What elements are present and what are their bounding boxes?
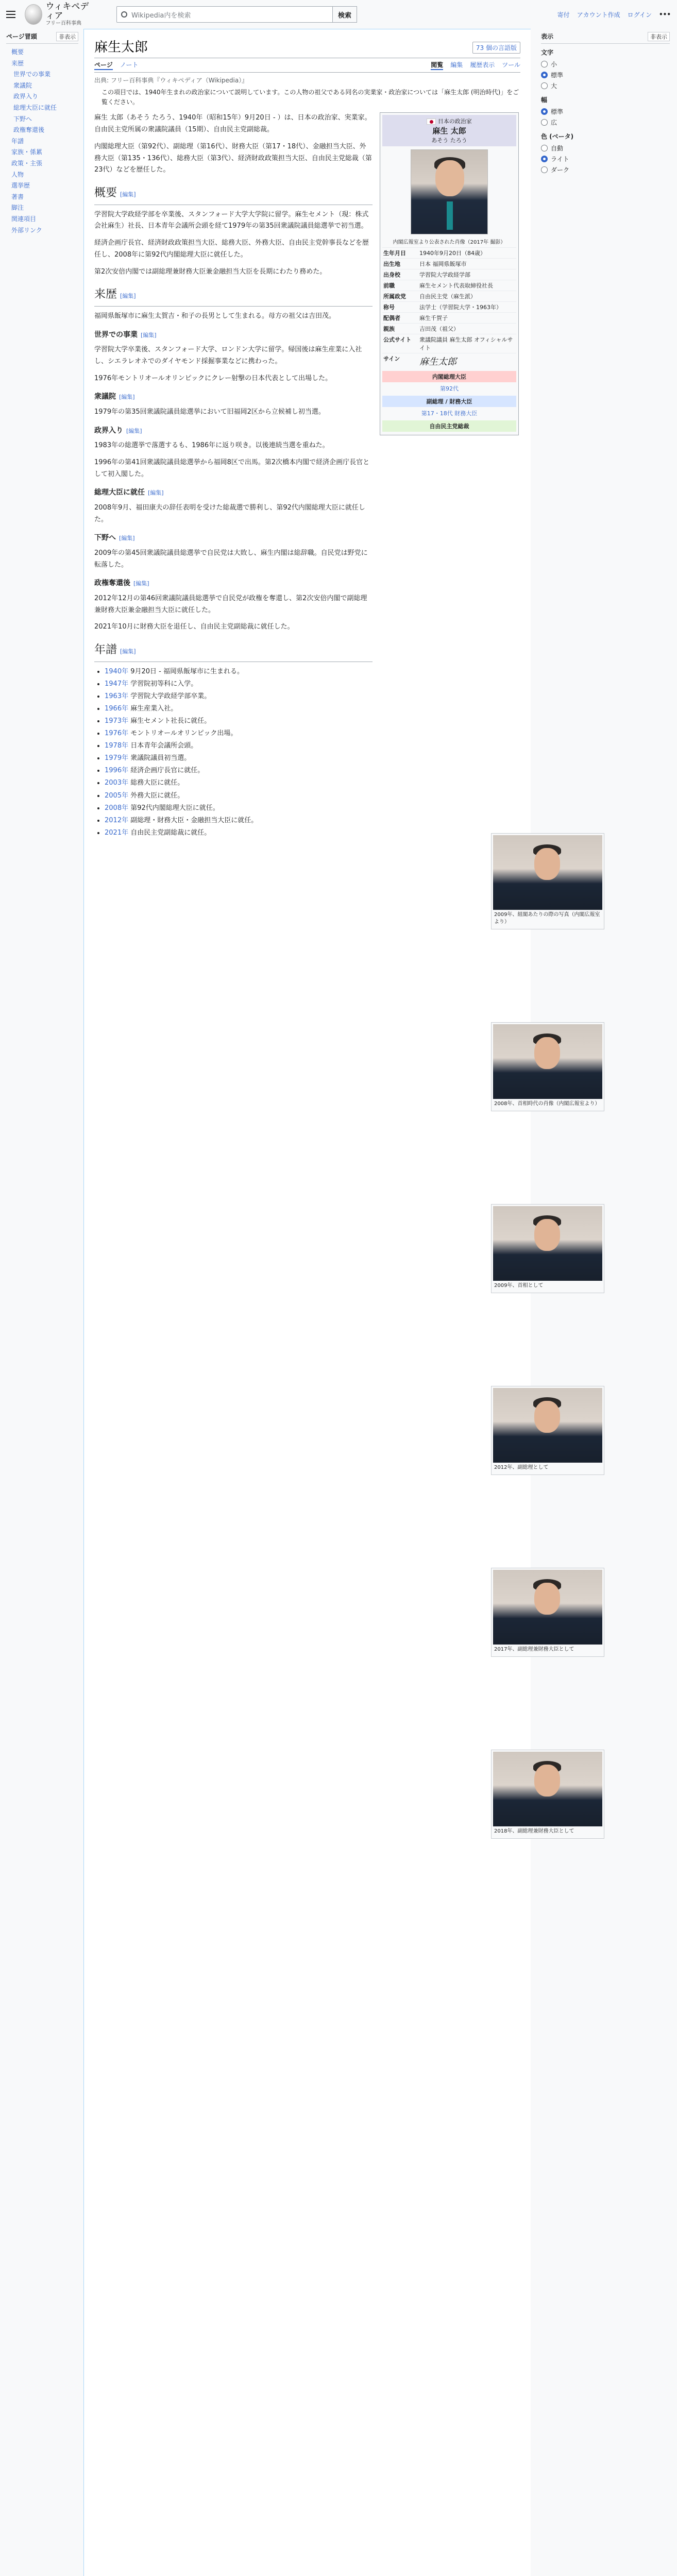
toc-list xyxy=(6,47,78,236)
infobox-value: 衆議院議員 麻生太郎 オフィシャルサイト xyxy=(419,336,513,352)
toc-item[interactable]: 外部リンク xyxy=(11,226,42,234)
subsection-heading: 総理大臣に就任 [編集] xyxy=(94,488,164,497)
thumbnail-caption: 2008年、首相時代の肖像（内閣広報室より） xyxy=(494,1101,600,1107)
timeline-text: 学習院大学政経学部卒業。 xyxy=(130,692,211,700)
color-option-label: 自動 xyxy=(551,145,564,152)
subsection-heading: 衆議院 [編集] xyxy=(94,393,135,401)
gallery-thumbnail[interactable] xyxy=(491,1022,604,1111)
color-option-label: ダーク xyxy=(551,166,570,174)
timeline-year-link[interactable]: 1978年 xyxy=(105,742,129,750)
infobox-value: 麻生セメント代表取締役社長 xyxy=(419,282,493,290)
subsection-heading: 世界での事業 [編集] xyxy=(94,330,157,339)
tab-talk[interactable]: ノート xyxy=(120,61,139,69)
timeline-text: 麻生産業入社。 xyxy=(130,704,178,713)
edit-link[interactable]: [編集] xyxy=(120,191,136,198)
timeline-year-link[interactable]: 1996年 xyxy=(105,767,129,775)
tab-page[interactable]: ページ xyxy=(94,60,113,70)
create-account-link[interactable]: アカウント作成 xyxy=(577,11,620,19)
search-input[interactable] xyxy=(116,6,333,23)
timeline-year-link[interactable]: 1947年 xyxy=(105,680,129,688)
width-option[interactable] xyxy=(541,106,670,117)
timeline-text: モントリオールオリンピック出場。 xyxy=(130,730,238,738)
text-size-option-label: 小 xyxy=(551,61,557,68)
paragraph: 第2次安倍内閣では副総理兼財務大臣兼金融担当大臣を長期にわたり務めた。 xyxy=(94,267,327,276)
toc-item[interactable]: 人物 xyxy=(11,171,24,178)
edit-link[interactable]: [編集] xyxy=(119,394,135,401)
portrait-caption: 内閣広報室より公表された肖像（2017年 撮影） xyxy=(393,240,506,246)
width-option-label: 標準 xyxy=(551,108,564,115)
infobox-row xyxy=(382,291,516,301)
portrait-photo[interactable] xyxy=(493,1206,602,1281)
search-form xyxy=(116,6,357,23)
infobox-value: 麻生千賀子 xyxy=(419,315,448,322)
timeline-text: 経済企画庁長官に就任。 xyxy=(130,767,205,775)
toc-item[interactable]: 選挙歴 xyxy=(11,182,30,190)
office-band: 内閣総理大臣 xyxy=(382,371,516,382)
infobox-key: 公式サイト xyxy=(383,336,412,344)
toc-item[interactable]: 著書 xyxy=(11,193,24,200)
section-heading: 概要 [編集] xyxy=(94,183,373,205)
infobox-key: 生年月日 xyxy=(383,250,406,257)
paragraph: 学習院大学卒業後、スタンフォード大学、ロンドン大学に留学。帰国後は麻生産業に入社し、シエラレオネでのダイヤモンド採掘事業などに携わった。 xyxy=(94,346,362,365)
paragraph: 学習院大学政経学部を卒業後、スタンフォード大学大学院に留学。麻生セメント（現：株式会社麻生）社長、日本青年会議所会頭を経て1979年の第35回衆議院議員総選挙で初当選。 xyxy=(94,210,369,230)
login-link[interactable]: ログイン xyxy=(627,11,652,19)
wikipedia-logo[interactable] xyxy=(25,3,97,26)
text-size-label: 文字 xyxy=(541,49,554,56)
tab-edit[interactable]: 編集 xyxy=(450,61,463,69)
timeline-year-link[interactable]: 2003年 xyxy=(105,779,129,787)
image-gallery xyxy=(491,833,604,1931)
radio-icon[interactable] xyxy=(541,61,548,67)
infobox-value: 日本 福岡県飯塚市 xyxy=(419,261,467,268)
text-size-option[interactable] xyxy=(541,70,670,80)
timeline-year-link[interactable]: 2008年 xyxy=(105,804,129,812)
edit-link[interactable]: [編集] xyxy=(148,489,164,497)
radio-icon[interactable] xyxy=(541,72,548,78)
paragraph: 1979年の第35回衆議院議員総選挙において旧福岡2区から立候補し初当選。 xyxy=(94,408,325,416)
timeline-text: 日本青年会議所会頭。 xyxy=(130,742,198,750)
lead-paragraph: 麻生 太郎（あそう たろう、1940年（昭和15年）9月20日 - ）は、日本の政治家、実業家。自由民主党所属の衆議院議員（15期）、自由民主党副総裁。 xyxy=(94,114,371,134)
toc-item[interactable]: 政権奪還後 xyxy=(13,126,45,134)
tab-history[interactable]: 履歴表示 xyxy=(470,61,495,69)
infobox-key: 所属政党 xyxy=(383,293,406,300)
color-option[interactable] xyxy=(541,164,670,175)
color-option[interactable] xyxy=(541,143,670,154)
office-band: 自由民主党総裁 xyxy=(382,420,516,432)
thumbnail-caption: 2012年、副総理として xyxy=(494,1465,549,1470)
article-body xyxy=(94,112,373,840)
edit-link[interactable]: [編集] xyxy=(120,648,136,655)
gallery-thumbnail[interactable] xyxy=(491,1204,604,1293)
timeline-item xyxy=(105,716,373,727)
search-button[interactable]: 検索 xyxy=(333,6,357,23)
toc-item[interactable]: 脚注 xyxy=(11,204,24,212)
width-option-label: 広 xyxy=(551,119,557,126)
timeline-list xyxy=(94,666,373,839)
infobox-value: 自由民主党（麻生派） xyxy=(419,293,476,300)
tab-tools[interactable]: ツール xyxy=(502,61,520,69)
timeline-item xyxy=(105,753,373,764)
office-title[interactable]: 第17・18代 財務大臣 xyxy=(421,410,478,417)
color-option[interactable] xyxy=(541,154,670,164)
radio-icon[interactable] xyxy=(541,145,548,151)
timeline-year-link[interactable]: 1940年 xyxy=(105,667,129,675)
signature: 麻生太郎 xyxy=(419,357,456,368)
thumbnail-caption: 2018年、副総理兼財務大臣として xyxy=(494,1828,574,1834)
paragraph: 2012年12月の第46回衆議院議員総選挙で自民党が政権を奪還し、第2次安倍内閣で副総理兼財務大臣兼金融担当大臣に就任した。 xyxy=(94,594,367,614)
japan-flag-icon xyxy=(427,118,436,125)
width-label: 幅 xyxy=(541,96,548,104)
office-title[interactable]: 第92代 xyxy=(440,385,459,393)
timeline-item xyxy=(105,803,373,814)
timeline-item xyxy=(105,815,373,826)
infobox-key: サイン xyxy=(383,355,400,363)
infobox-row xyxy=(382,280,516,291)
infobox xyxy=(380,112,519,435)
infobox-key: 配偶者 xyxy=(383,315,400,322)
thumbnail-caption: 2017年、副総理兼財務大臣として xyxy=(494,1647,574,1652)
text-size-option[interactable] xyxy=(541,59,670,70)
search-placeholder: Wikipedia内を検索 xyxy=(131,11,191,20)
radio-icon[interactable] xyxy=(541,108,548,115)
appearance-title: 表示 xyxy=(541,33,554,40)
timeline-item xyxy=(105,827,373,839)
timeline-text: 第92代内閣総理大臣に就任。 xyxy=(130,804,219,812)
timeline-item xyxy=(105,679,373,690)
infobox-key: 親族 xyxy=(383,326,395,333)
timeline-text: 副総理・財務大臣・金融担当大臣に就任。 xyxy=(130,816,258,824)
toc-hide-button[interactable]: 非表示 xyxy=(56,32,78,41)
source-line: 出典: フリー百科事典『ウィキペディア（Wikipedia）』 xyxy=(94,77,248,84)
portrait-photo[interactable] xyxy=(493,1024,602,1099)
table-of-contents xyxy=(6,32,78,236)
infobox-key: 称号 xyxy=(383,304,395,311)
timeline-year-link[interactable]: 1976年 xyxy=(105,730,129,738)
timeline-item xyxy=(105,790,373,802)
gallery-thumbnail[interactable] xyxy=(491,1750,604,1839)
paragraph: 2021年10月に財務大臣を退任し、自由民主党副総裁に就任した。 xyxy=(94,623,294,631)
timeline-text: 麻生セメント社長に就任。 xyxy=(130,717,211,725)
logo-title: ウィキペディア xyxy=(45,1,89,21)
edit-link[interactable]: [編集] xyxy=(126,427,142,434)
timeline-item xyxy=(105,691,373,702)
toc-item[interactable]: 関連項目 xyxy=(11,215,37,223)
infobox-row xyxy=(382,323,516,334)
gallery-thumbnail[interactable] xyxy=(491,1568,604,1657)
radio-icon[interactable] xyxy=(541,166,548,173)
timeline-item xyxy=(105,740,373,752)
thumbnail-caption: 2009年、首相として xyxy=(494,1283,544,1289)
paragraph: 2008年9月、福田康夫の辞任表明を受けた総裁選で勝利し、第92代内閣総理大臣に就任した。 xyxy=(94,503,365,523)
timeline-year-link[interactable]: 1966年 xyxy=(105,704,129,713)
text-size-option-label: 標準 xyxy=(551,72,564,79)
edit-link[interactable]: [編集] xyxy=(141,331,157,338)
timeline-text: 総務大臣に就任。 xyxy=(130,779,184,787)
text-size-option[interactable] xyxy=(541,80,670,91)
office-band: 副総理 / 財務大臣 xyxy=(382,396,516,407)
paragraph: 福岡県飯塚市に麻生太賀吉・和子の長男として生まれる。母方の祖父は吉田茂。 xyxy=(94,312,336,320)
donate-link[interactable]: 寄付 xyxy=(557,11,570,19)
toc-item[interactable]: 年譜 xyxy=(11,137,24,145)
radio-icon[interactable] xyxy=(541,156,548,162)
hatnote: この項目では、1940年生まれの政治家について説明しています。この人物の祖父である同名の実業家・政治家については「麻生太郎 (明治時代)」をご覧ください。 xyxy=(101,89,519,106)
infobox-row xyxy=(382,247,516,258)
timeline-item xyxy=(105,765,373,776)
infobox-key: 出生地 xyxy=(383,261,400,268)
section-heading: 年譜 [編集] xyxy=(94,640,373,662)
toc-item[interactable]: 世界での事業 xyxy=(13,71,51,78)
language-button[interactable]: 73 個の言語版 xyxy=(472,42,520,54)
subsection-heading: 政権奪還後 [編集] xyxy=(94,579,149,588)
more-options-icon[interactable]: ••• xyxy=(658,11,671,18)
subsection-heading: 政界入り [編集] xyxy=(94,426,142,435)
edit-link[interactable]: [編集] xyxy=(120,293,136,300)
timeline-item xyxy=(105,666,373,677)
timeline-text: 学習院初等科に入学。 xyxy=(130,680,198,688)
section-heading: 来歴 [編集] xyxy=(94,285,373,307)
timeline-year-link[interactable]: 2021年 xyxy=(105,828,129,837)
edit-link[interactable]: [編集] xyxy=(133,580,149,587)
toc-title[interactable]: ページ冒頭 xyxy=(6,33,37,40)
width-option[interactable] xyxy=(541,117,670,128)
paragraph: 1976年モントリオールオリンピックにクレー射撃の日本代表として出場した。 xyxy=(94,374,332,382)
logo-subtitle: フリー百科事典 xyxy=(45,20,82,26)
gallery-thumbnail[interactable] xyxy=(491,833,604,929)
toc-item[interactable]: 政策・主張 xyxy=(11,159,43,167)
infobox-value: 法学士（学習院大学・1963年） xyxy=(419,304,502,311)
thumbnail-caption: 2009年、組閣あたりの際の写真（内閣広報室より） xyxy=(494,912,600,925)
timeline-item xyxy=(105,777,373,789)
main-menu-icon[interactable] xyxy=(6,7,21,22)
infobox-reading: あそう たろう xyxy=(431,137,467,144)
tab-read[interactable]: 閲覧 xyxy=(431,60,443,70)
appearance-hide-button[interactable]: 非表示 xyxy=(648,32,670,41)
header xyxy=(0,0,677,29)
infobox-row xyxy=(382,334,516,353)
radio-icon[interactable] xyxy=(541,82,548,89)
timeline-year-link[interactable]: 2005年 xyxy=(105,791,129,800)
text-size-option-label: 大 xyxy=(551,82,557,90)
toc-item[interactable]: 家族・係累 xyxy=(11,148,43,156)
infobox-row xyxy=(382,269,516,280)
subsection-heading: 下野へ [編集] xyxy=(94,534,135,543)
infobox-row xyxy=(382,312,516,323)
toc-item[interactable]: 総理大臣に就任 xyxy=(13,104,57,111)
search-icon xyxy=(121,11,127,18)
portrait-photo[interactable] xyxy=(493,835,602,910)
portrait-photo[interactable] xyxy=(493,1752,602,1826)
timeline-item xyxy=(105,703,373,715)
toc-item[interactable]: 衆議院 xyxy=(13,81,32,89)
paragraph: 1983年の総選挙で落選するも、1986年に返り咲き。以後連続当選を重ねた。 xyxy=(94,442,329,450)
timeline-item xyxy=(105,728,373,739)
toc-item[interactable]: 来歴 xyxy=(11,59,24,67)
infobox-key: 前職 xyxy=(383,282,395,290)
appearance-panel xyxy=(541,32,670,175)
portrait-photo[interactable] xyxy=(493,1388,602,1463)
timeline-text: 衆議院議員初当選。 xyxy=(130,754,191,762)
timeline-year-link[interactable]: 1979年 xyxy=(105,754,129,762)
edit-link[interactable]: [編集] xyxy=(119,535,135,542)
toc-item[interactable]: 概要 xyxy=(11,48,24,56)
paragraph: 1996年の第41回衆議院議員総選挙から福岡8区で出馬。第2次橋本内閣で経済企画庁長官として初入閣した。 xyxy=(94,458,370,478)
lead-paragraph: 内閣総理大臣（第92代）、副総理（第16代）、財務大臣（第17・18代）、金融担当大臣、外務大臣（第135・136代）、総務大臣（第3代）、経済財政政策担当大臣、自由民主党総裁（第23代）などを歴任した。 xyxy=(94,142,372,174)
infobox-key: 出身校 xyxy=(383,272,400,279)
timeline-text: 外務大臣に就任。 xyxy=(130,791,184,800)
page-title: 麻生太郎 xyxy=(94,40,148,55)
infobox-value: 学習院大学政経学部 xyxy=(419,272,470,279)
radio-icon[interactable] xyxy=(541,119,548,126)
infobox-value: 1940年9月20日（84歳） xyxy=(419,250,486,257)
toc-item[interactable]: 政界入り xyxy=(13,93,39,100)
infobox-row xyxy=(382,301,516,312)
infobox-name: 麻生 太郎 xyxy=(432,126,466,136)
paragraph: 経済企画庁長官、経済財政政策担当大臣、総務大臣、外務大臣、自由民主党幹事長などを歴任し、2008年に第92代内閣総理大臣に就任した。 xyxy=(94,239,369,259)
portrait-photo[interactable] xyxy=(493,1570,602,1645)
timeline-year-link[interactable]: 1973年 xyxy=(105,717,129,725)
timeline-text: 自由民主党副総裁に就任。 xyxy=(130,828,211,837)
globe-icon xyxy=(25,4,42,25)
timeline-year-link[interactable]: 1963年 xyxy=(105,692,129,700)
timeline-year-link[interactable]: 2012年 xyxy=(105,816,129,824)
user-links xyxy=(557,10,671,19)
color-option-label: ライト xyxy=(551,156,569,163)
infobox-country: 日本の政治家 xyxy=(437,118,472,125)
color-label: 色 (ベータ) xyxy=(541,133,574,140)
toc-item[interactable]: 下野へ xyxy=(13,115,32,123)
paragraph: 2009年の第45回衆議院議員総選挙で自民党は大敗し、麻生内閣は総辞職。自民党は野党に転落した。 xyxy=(94,549,368,569)
infobox-row xyxy=(382,258,516,269)
timeline-text: 9月20日 - 福岡県飯塚市に生まれる。 xyxy=(130,667,244,675)
gallery-thumbnail[interactable] xyxy=(491,1386,604,1475)
portrait-image[interactable] xyxy=(411,149,488,234)
infobox-value: 吉田茂（祖父） xyxy=(419,326,459,333)
